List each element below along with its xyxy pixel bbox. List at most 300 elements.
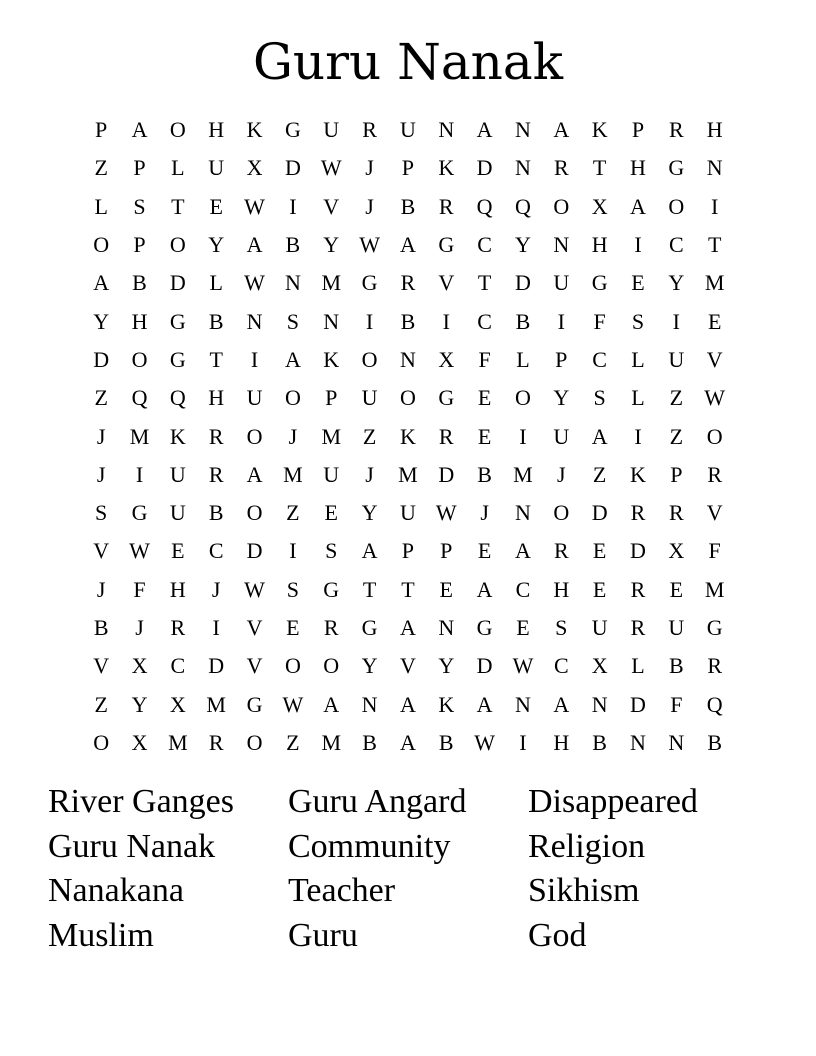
grid-letter: F	[593, 308, 606, 334]
grid-letter: Z	[362, 423, 377, 449]
grid-letter: N	[515, 117, 531, 143]
grid-letter: H	[553, 576, 570, 602]
grid-letter: V	[93, 653, 110, 679]
grid-letter: S	[286, 308, 300, 334]
grid-letter: A	[553, 117, 570, 143]
grid-letter: A	[399, 615, 416, 640]
grid-letter: C	[668, 232, 684, 258]
grid-letter: K	[438, 155, 455, 181]
grid-letter: A	[630, 193, 646, 219]
grid-letter: E	[209, 193, 223, 219]
grid-letter: M	[129, 423, 150, 449]
grid-letter: N	[323, 308, 340, 334]
grid-letter: B	[438, 729, 454, 755]
grid-letter: H	[553, 729, 570, 755]
grid-letter: A	[515, 538, 531, 564]
grid-row	[82, 302, 734, 340]
grid-letter: K	[630, 461, 646, 487]
grid-letter: D	[208, 653, 225, 679]
grid-letter: Y	[438, 653, 455, 679]
grid-letter: G	[706, 615, 723, 640]
grid-row	[82, 532, 734, 570]
grid-letter: K	[438, 691, 455, 717]
grid-letter: R	[323, 615, 339, 640]
grid-letter: D	[630, 691, 646, 717]
word-bank-item: Nanakana	[48, 872, 184, 910]
grid-letter: S	[555, 615, 568, 640]
grid-letter: N	[246, 308, 263, 334]
grid-letter: U	[668, 615, 685, 640]
grid-letter: W	[704, 385, 726, 411]
grid-letter: R	[362, 117, 377, 143]
grid-letter: V	[246, 653, 263, 679]
grid-letter: F	[708, 538, 721, 564]
grid-letter: E	[707, 308, 722, 334]
grid-letter: R	[208, 729, 224, 755]
grid-letter: M	[704, 270, 725, 296]
grid-letter: R	[668, 500, 684, 526]
grid-letter: A	[399, 729, 416, 755]
grid-letter: E	[477, 385, 492, 411]
grid-letter: P	[670, 461, 683, 487]
grid-letter: R	[707, 653, 723, 679]
grid-letter: A	[131, 117, 148, 143]
grid-letter: U	[323, 461, 340, 487]
grid-letter: Z	[94, 691, 108, 717]
grid-letter: Z	[669, 385, 684, 411]
grid-letter: Z	[286, 729, 300, 755]
grid-letter: Z	[94, 385, 108, 411]
grid-letter: G	[246, 691, 263, 717]
grid-letter: C	[477, 232, 492, 258]
grid-letter: C	[208, 538, 224, 564]
grid-letter: J	[96, 576, 106, 602]
grid-letter: B	[400, 308, 416, 334]
grid-letter: R	[208, 423, 224, 449]
grid-letter: O	[131, 346, 148, 372]
grid-letter: R	[400, 270, 416, 296]
grid-letter: J	[135, 615, 144, 640]
grid-letter: X	[668, 538, 685, 564]
grid-letter: N	[553, 232, 570, 258]
word-bank-item: Guru Angard	[288, 783, 467, 820]
grid-row	[82, 456, 734, 494]
grid-letter: R	[630, 615, 646, 640]
grid-letter: G	[476, 615, 493, 640]
grid-letter: N	[515, 500, 531, 526]
grid-letter: E	[171, 538, 185, 564]
grid-letter: A	[553, 691, 570, 717]
grid-letter: B	[208, 500, 224, 526]
grid-letter: J	[365, 193, 374, 219]
grid-letter: L	[171, 155, 185, 181]
grid-letter: V	[399, 653, 416, 679]
grid-letter: U	[668, 346, 685, 372]
grid-letter: T	[477, 270, 492, 296]
grid-letter: Q	[476, 193, 493, 219]
word-bank-column	[288, 780, 528, 958]
grid-letter: G	[668, 155, 685, 181]
grid-letter: A	[476, 576, 493, 602]
page-title: Guru Nanak	[252, 33, 563, 91]
grid-letter: A	[476, 691, 493, 717]
grid-letter: X	[131, 653, 148, 679]
grid-letter: O	[284, 385, 301, 411]
grid-letter: P	[440, 538, 453, 564]
grid-letter: B	[707, 729, 723, 755]
grid-letter: W	[320, 155, 342, 181]
grid-letter: C	[515, 576, 531, 602]
grid-letter: B	[592, 729, 607, 755]
grid-letter: V	[706, 346, 723, 372]
grid-letter: W	[129, 538, 150, 564]
grid-letter: Y	[131, 691, 148, 717]
grid-letter: A	[284, 346, 301, 372]
grid-letter: X	[438, 346, 455, 372]
grid-letter: D	[591, 500, 608, 526]
grid-row	[82, 647, 734, 685]
grid-letter: T	[401, 576, 415, 602]
grid-letter: G	[284, 117, 301, 143]
grid-letter: F	[478, 346, 491, 372]
grid-letter: C	[477, 308, 492, 334]
grid-letter: O	[668, 193, 685, 219]
grid-letter: B	[668, 653, 684, 679]
grid-letter: I	[250, 346, 259, 372]
grid-row	[82, 149, 734, 187]
grid-letter: I	[557, 308, 565, 334]
word-bank-item: Guru	[288, 916, 358, 954]
grid-letter: B	[285, 232, 301, 258]
grid-letter: L	[631, 346, 645, 372]
grid-letter: E	[669, 576, 684, 602]
grid-letter: X	[591, 193, 608, 219]
grid-letter: Y	[361, 653, 378, 679]
grid-letter: D	[476, 653, 493, 679]
grid-letter: M	[321, 423, 342, 449]
grid-letter: F	[670, 691, 683, 717]
grid-row	[82, 417, 734, 455]
grid-letter: U	[208, 155, 225, 181]
grid-letter: V	[706, 500, 723, 526]
grid-letter: U	[553, 423, 570, 449]
grid-letter: O	[246, 423, 263, 449]
grid-letter: I	[289, 538, 297, 564]
grid-letter: X	[131, 729, 148, 755]
grid-letter: B	[93, 615, 109, 640]
grid-letter: Z	[669, 423, 684, 449]
grid-letter: Q	[131, 385, 148, 411]
grid-letter: O	[246, 729, 263, 755]
grid-letter: B	[477, 461, 492, 487]
grid-letter: H	[208, 385, 225, 411]
grid-letter: Q	[706, 691, 723, 717]
grid-letter: J	[557, 461, 566, 487]
grid-letter: Y	[515, 232, 531, 258]
grid-letter: Z	[592, 461, 607, 487]
grid-letter: E	[477, 538, 492, 564]
grid-letter: S	[631, 308, 645, 334]
grid-letter: N	[438, 117, 455, 143]
grid-letter: T	[707, 232, 722, 258]
grid-letter: B	[400, 193, 416, 219]
grid-letter: S	[593, 385, 606, 411]
grid-letter: M	[513, 461, 533, 487]
grid-letter: U	[169, 500, 186, 526]
grid-letter: R	[438, 193, 454, 219]
grid-letter: M	[321, 729, 342, 755]
grid-letter: W	[282, 691, 304, 717]
word-bank-item: Community	[288, 827, 451, 865]
grid-letter: O	[323, 653, 340, 679]
grid-letter: D	[284, 155, 301, 181]
grid-letter: H	[706, 117, 723, 143]
grid-letter: F	[133, 576, 146, 602]
grid-letter: D	[169, 270, 186, 296]
grid-letter: I	[212, 615, 220, 640]
grid-letter: X	[591, 653, 608, 679]
grid-letter: I	[365, 308, 374, 334]
grid-letter: X	[246, 155, 263, 181]
grid-letter: N	[630, 729, 646, 755]
grid-letter: U	[361, 385, 378, 411]
grid-letter: A	[246, 461, 263, 487]
word-bank-item: River Ganges	[48, 783, 235, 820]
grid-letter: L	[209, 270, 223, 296]
grid-letter: W	[474, 729, 495, 755]
grid-letter: E	[324, 500, 338, 526]
grid-letter: H	[591, 232, 608, 258]
grid-letter: A	[246, 232, 263, 258]
grid-letter: J	[96, 423, 106, 449]
grid-letter: G	[438, 232, 455, 258]
grid-letter: O	[246, 500, 263, 526]
grid-letter: D	[630, 538, 646, 564]
word-bank-column	[48, 780, 288, 958]
grid-letter: O	[284, 653, 301, 679]
grid-letter: P	[401, 538, 415, 564]
grid-letter: R	[170, 615, 186, 640]
grid-letter: N	[591, 691, 608, 717]
grid-letter: E	[631, 270, 645, 296]
grid-letter: M	[283, 461, 303, 487]
grid-letter: K	[591, 117, 608, 143]
grid-letter: M	[206, 691, 226, 717]
grid-letter: P	[555, 346, 568, 372]
grid-letter: U	[553, 270, 570, 296]
grid-letter: G	[361, 615, 378, 640]
grid-letter: V	[246, 615, 263, 640]
grid-row	[82, 571, 734, 609]
grid-letter: U	[246, 385, 263, 411]
grid-letter: X	[169, 691, 186, 717]
grid-letter: M	[398, 461, 418, 487]
grid-letter: L	[631, 385, 645, 411]
grid-letter: L	[516, 346, 530, 372]
grid-letter: A	[93, 270, 110, 296]
grid-letter: G	[591, 270, 608, 296]
grid-letter: P	[325, 385, 338, 411]
word-bank-item: God	[528, 916, 587, 954]
grid-letter: E	[439, 576, 453, 602]
grid-letter: N	[668, 729, 685, 755]
grid-letter: U	[323, 117, 340, 143]
grid-letter: S	[95, 500, 108, 526]
grid-letter: C	[553, 653, 569, 679]
grid-letter: U	[399, 117, 416, 143]
word-bank-column	[528, 780, 768, 958]
grid-letter: U	[169, 461, 186, 487]
grid-letter: J	[211, 576, 221, 602]
grid-letter: P	[133, 155, 146, 181]
grid-letter: A	[399, 691, 416, 717]
grid-letter: I	[634, 232, 642, 258]
grid-letter: Y	[208, 232, 225, 258]
grid-letter: I	[711, 193, 719, 219]
grid-letter: N	[361, 691, 378, 717]
grid-row	[82, 341, 734, 379]
grid-row	[82, 724, 734, 762]
grid-letter: J	[365, 461, 374, 487]
word-bank-item: Sikhism	[528, 872, 640, 910]
word-bank-item: Disappeared	[528, 783, 698, 820]
grid-letter: G	[169, 308, 186, 334]
grid-letter: D	[246, 538, 263, 564]
grid-letter: M	[704, 576, 725, 602]
grid-letter: O	[93, 232, 110, 258]
grid-letter: J	[96, 461, 106, 487]
grid-letter: Y	[323, 232, 340, 258]
grid-letter: K	[169, 423, 186, 449]
word-bank	[48, 780, 768, 958]
grid-row	[82, 494, 734, 532]
grid-letter: O	[361, 346, 378, 372]
grid-row	[82, 264, 734, 302]
grid-letter: R	[208, 461, 224, 487]
grid-letter: I	[672, 308, 680, 334]
grid-letter: I	[289, 193, 297, 219]
grid-letter: E	[592, 538, 607, 564]
grid-letter: M	[321, 270, 342, 296]
grid-letter: D	[476, 155, 493, 181]
grid-letter: Y	[553, 385, 570, 411]
grid-letter: B	[132, 270, 147, 296]
grid-letter: E	[286, 615, 300, 640]
grid-letter: H	[169, 576, 186, 602]
grid-letter: R	[630, 500, 646, 526]
grid-letter: E	[516, 615, 530, 640]
grid-letter: R	[630, 576, 646, 602]
grid-letter: G	[131, 500, 148, 526]
grid-letter: P	[133, 232, 146, 258]
grid-letter: T	[362, 576, 377, 602]
grid-letter: N	[515, 155, 531, 181]
grid-letter: V	[323, 193, 340, 219]
grid-letter: K	[246, 117, 263, 143]
grid-letter: A	[323, 691, 340, 717]
grid-letter: R	[553, 155, 569, 181]
grid-letter: L	[94, 193, 108, 219]
grid-letter: K	[399, 423, 416, 449]
grid-letter: D	[93, 346, 110, 372]
grid-letter: A	[476, 117, 493, 143]
grid-letter: N	[438, 615, 455, 640]
grid-letter: G	[438, 385, 455, 411]
grid-letter: B	[362, 729, 377, 755]
grid-letter: W	[244, 576, 265, 602]
grid-row	[82, 111, 734, 149]
grid-letter: Z	[94, 155, 108, 181]
grid-letter: J	[288, 423, 298, 449]
grid-letter: I	[135, 461, 144, 487]
grid-letter: L	[631, 653, 645, 679]
grid-letter: C	[592, 346, 607, 372]
grid-letter: Y	[668, 270, 685, 296]
grid-letter: M	[168, 729, 188, 755]
grid-letter: K	[323, 346, 340, 372]
grid-row	[82, 379, 734, 417]
grid-letter: W	[244, 270, 265, 296]
grid-letter: Q	[515, 193, 531, 219]
grid-letter: G	[361, 270, 378, 296]
grid-letter: J	[365, 155, 374, 181]
grid-letter: Y	[361, 500, 378, 526]
grid-letter: A	[399, 232, 416, 258]
grid-letter: N	[284, 270, 301, 296]
grid-letter: N	[515, 691, 531, 717]
grid-letter: P	[631, 117, 645, 143]
grid-letter: O	[93, 729, 110, 755]
grid-letter: P	[95, 117, 108, 143]
grid-row	[82, 609, 734, 647]
grid-letter: S	[325, 538, 338, 564]
grid-letter: H	[131, 308, 148, 334]
grid-letter: D	[438, 461, 455, 487]
grid-letter: O	[515, 385, 531, 411]
grid-letter: I	[634, 423, 642, 449]
grid-letter: R	[668, 117, 684, 143]
grid-letter: W	[244, 193, 265, 219]
grid-letter: H	[208, 117, 225, 143]
grid-letter: O	[399, 385, 416, 411]
grid-row	[82, 188, 734, 226]
grid-letter: R	[553, 538, 569, 564]
grid-letter: O	[706, 423, 723, 449]
grid-letter: I	[519, 729, 527, 755]
grid-letter: B	[515, 308, 531, 334]
grid-letter: T	[592, 155, 607, 181]
grid-letter: I	[519, 423, 527, 449]
grid-letter: A	[591, 423, 608, 449]
grid-letter: A	[361, 538, 378, 564]
grid-letter: V	[93, 538, 110, 564]
grid-letter: P	[401, 155, 415, 181]
grid-letter: S	[286, 576, 300, 602]
word-bank-item: Guru Nanak	[48, 827, 216, 865]
grid-letter: I	[442, 308, 450, 334]
grid-letter: U	[399, 500, 416, 526]
grid-letter: C	[170, 653, 186, 679]
grid-letter: H	[630, 155, 646, 181]
grid-letter: N	[706, 155, 723, 181]
grid-letter: W	[435, 500, 457, 526]
grid-letter: N	[399, 346, 416, 372]
word-bank-item: Religion	[528, 827, 646, 865]
grid-letter: W	[359, 232, 380, 258]
grid-letter: S	[133, 193, 146, 219]
grid-letter: Q	[169, 385, 186, 411]
grid-letter: T	[171, 193, 185, 219]
